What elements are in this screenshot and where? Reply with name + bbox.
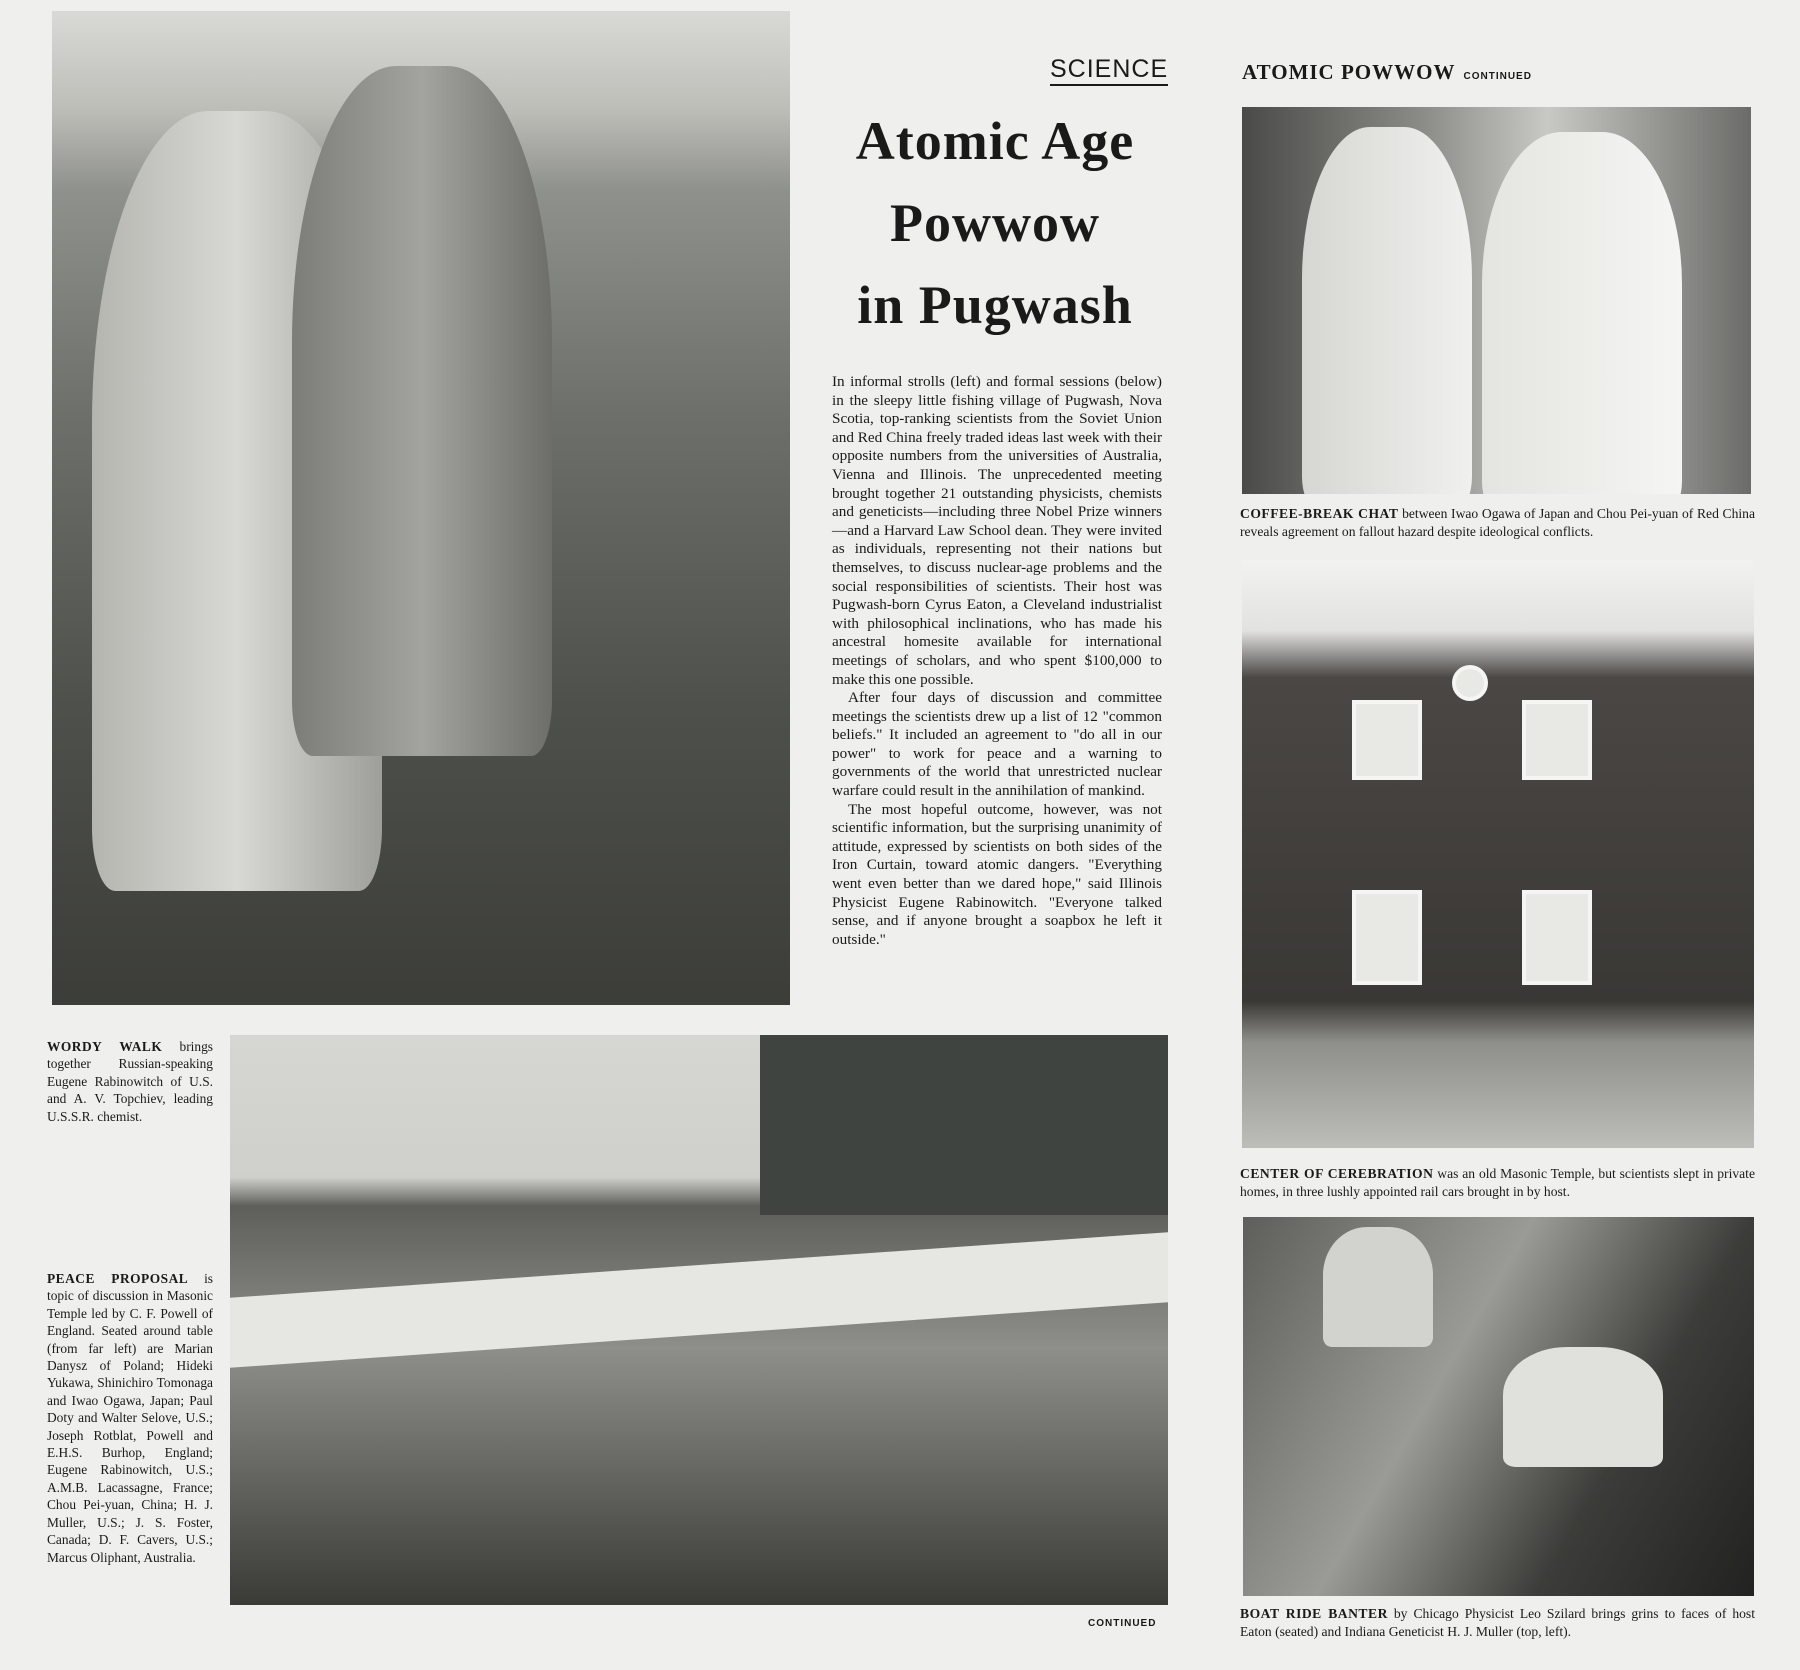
- title-line: in Pugwash: [857, 275, 1133, 335]
- caption-boat-ride: [1240, 1605, 1755, 1640]
- caption-lead: PEACE PROPOSAL: [47, 1271, 189, 1286]
- caption-lead: BOAT RIDE BANTER: [1240, 1606, 1388, 1621]
- caption-text: by Chicago Physicist Leo Szilard brings grins to faces of host Eaton (seated) and Indiana Geneticist H. J. Muller (top, left).: [1240, 1606, 1755, 1639]
- photo-peace-proposal-meeting: [230, 1035, 1168, 1605]
- caption-coffee-break: [1240, 505, 1755, 540]
- photo-masonic-temple: [1242, 560, 1754, 1148]
- caption-text: was an old Masonic Temple, but scientists slept in private homes, in three lushly appointed rail cars brought in by host.: [1240, 1166, 1755, 1199]
- header-suffix: CONTINUED: [1463, 71, 1532, 82]
- title-line: Powwow: [890, 193, 1100, 253]
- continued-label: CONTINUED: [1088, 1618, 1157, 1629]
- caption-wordy-walk: [47, 1038, 213, 1125]
- body-paragraph: In informal strolls (left) and formal sessions (below) in the sleepy little fishing village of Pugwash, Nova Scotia, top-ranking scientists from the Soviet Union and Red China freely traded ideas last week with their opposite numbers from the universities of Australia, Vienna and Illinois. The unprecedented meeting brought together 21 outstanding physicists, chemists and geneticists—including three Nobel Prize winners—and a Harvard Law School dean. They were invited as individuals, representing not their nations but themselves, to discuss nuclear-age problems and the social responsibilities of scientists. Their host was Pugwash-born Cyrus Eaton, a Cleveland industrialist with philosophical inclinations, who has made his ancestral homesite available for international meetings of scholars, and who spent $100,000 to make this one possible.: [832, 373, 1162, 688]
- caption-center-of-cerebration: [1240, 1165, 1755, 1200]
- caption-peace-proposal: [47, 1270, 213, 1566]
- caption-lead: WORDY WALK: [47, 1039, 163, 1054]
- body-paragraph: After four days of discussion and committee meetings the scientists drew up a list of 12 "common beliefs." It included an agreement to "do all in our power" to work for peace and a warning to governments of the world that unrestricted nuclear warfare could result in the annihilation of mankind.: [832, 689, 1162, 800]
- caption-text: between Iwao Ogawa of Japan and Chou Pei-yuan of Red China reveals agreement on fallout hazard despite ideological conflicts.: [1240, 506, 1756, 539]
- caption-lead: CENTER OF CEREBRATION: [1240, 1166, 1434, 1181]
- caption-text: brings together Russian-speaking Eugene Rabinowitch of U.S. and A. V. Topchiev, leading U.S.S.R. chemist.: [47, 1039, 213, 1124]
- article-title: [820, 100, 1170, 346]
- title-line: Atomic Age: [855, 111, 1135, 171]
- section-label: SCIENCE: [1050, 55, 1168, 86]
- continued-header: [1242, 60, 1532, 85]
- photo-boat-ride: [1243, 1217, 1754, 1596]
- header-title: ATOMIC POWWOW: [1242, 60, 1456, 84]
- article-body: [832, 373, 1162, 949]
- body-paragraph: The most hopeful outcome, however, was not scientific information, but the surprising unanimity of attitude, expressed by scientists on both sides of the Iron Curtain, toward atomic dangers. "Everything went even better than we dared hope," said Illinois Physicist Eugene Rabinowitch. "Everyone talked sense, and if anyone brought a soapbox he left it outside.": [832, 800, 1162, 948]
- caption-text: is topic of discussion in Masonic Temple led by C. F. Powell of England. Seated around table (from far left) are Marian Danysz of Poland; Hideki Yukawa, Shinichiro Tomonaga and Iwao Ogawa, Japan; Paul Doty and Walter Selove, U.S.; Joseph Rotblat, Powell and E.H.S. Burhop, England; Eugene Rabinowitch, U.S.; A.M.B. Lacassagne, France; Chou Pei-yuan, China; H. J. Muller, U.S.; J. S. Foster, Canada; D. F. Cavers, U.S.; Marcus Oliphant, Australia.: [47, 1271, 214, 1565]
- photo-coffee-break: [1242, 107, 1751, 494]
- caption-lead: COFFEE-BREAK CHAT: [1240, 506, 1399, 521]
- photo-wordy-walk: [52, 11, 790, 1005]
